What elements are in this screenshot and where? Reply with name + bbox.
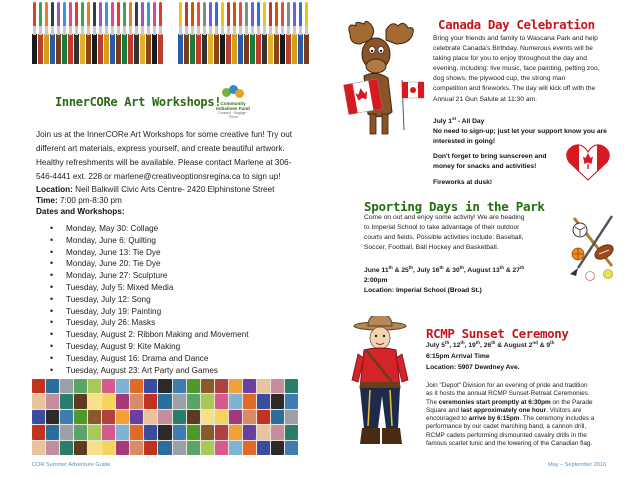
paintbrush-icon (140, 2, 145, 64)
color-swatch (102, 379, 115, 393)
rcmp-description (426, 382, 631, 448)
color-swatch (215, 425, 228, 439)
paintbrush-icon (220, 2, 225, 64)
color-swatch (102, 425, 115, 439)
color-swatch (32, 379, 45, 393)
rcmp-line: The ceremonies start promptly at 6:30pm on the Parade (426, 398, 593, 406)
logo-name: Community Initiatives Fund (216, 101, 250, 111)
paintbrush-icon (98, 2, 103, 64)
color-swatch (102, 410, 115, 424)
color-swatch (46, 425, 59, 439)
color-swatch (130, 379, 143, 393)
logo-tagline: Connect · Engage · Thrive (218, 111, 248, 119)
color-swatch (257, 425, 270, 439)
paintbrush-icon (244, 2, 249, 64)
workshop-item: • Tuesday, July 19: Painting (36, 306, 302, 318)
color-swatch (116, 410, 129, 424)
color-swatch (144, 441, 157, 455)
date-part: , 19 (464, 342, 476, 350)
sporting-days-description (364, 213, 564, 253)
color-swatch (102, 441, 115, 455)
color-swatch (201, 394, 214, 408)
color-swatch (215, 394, 228, 408)
paintbrush-icon (122, 2, 127, 64)
workshop-item: • Tuesday, July 5: Mixed Media (36, 282, 302, 294)
date-part: July 5 (426, 342, 445, 350)
sports-equipment-illustration (568, 212, 618, 284)
workshop-item: • Monday, June 13: Tie Dye (36, 247, 302, 259)
canada-day-date: July 1st - All Day (433, 116, 485, 126)
color-swatch (201, 379, 214, 393)
paintbrush-icon (68, 2, 73, 64)
color-swatch (88, 410, 101, 424)
color-swatch (32, 394, 45, 408)
color-swatch (271, 441, 284, 455)
color-swatch (271, 410, 284, 424)
color-swatch (74, 425, 87, 439)
color-swatch (187, 425, 200, 439)
sporting-line: courts and fields. Possible activities include: Baseball, (364, 234, 524, 242)
location-line: Location: Neil Balkwill Civic Arts Centre- 2420 Elphinstone Street (36, 185, 275, 194)
footer-left: COR Summer Adventure Guide (32, 462, 111, 468)
color-swatch (271, 379, 284, 393)
sporting-time: 2:00pm (364, 277, 388, 285)
workshop-list (36, 223, 302, 376)
paintbrush-icon (184, 2, 189, 64)
color-swatch (60, 425, 73, 439)
color-swatch (60, 379, 73, 393)
paintbrush-icon (280, 2, 285, 64)
color-swatch (215, 379, 228, 393)
community-initiatives-fund-logo (214, 85, 252, 125)
workshops-intro (36, 128, 302, 184)
color-swatch (130, 394, 143, 408)
intro-line: 546-4441 ext. 228 or marlene@creativeoptionsregina.ca to sign up! (36, 172, 281, 181)
rcmp-officer-illustration (342, 316, 420, 448)
color-swatch (130, 410, 143, 424)
paintbrush-icon (116, 2, 121, 64)
paintbrush-icon (38, 2, 43, 64)
sporting-days-details (364, 263, 564, 297)
color-swatch (201, 410, 214, 424)
date-part: , 12 (449, 342, 461, 350)
color-swatch (130, 425, 143, 439)
paintbrush-icon (128, 2, 133, 64)
date-suffix: th (439, 265, 444, 270)
color-swatch (74, 410, 87, 424)
paintbrush-icon (238, 2, 243, 64)
intro-line: different art materials, express yourself, and create beautiful artwork. (36, 144, 285, 153)
color-swatch (144, 394, 157, 408)
paintbrush-icon (178, 2, 183, 64)
paintbrush-icon (298, 2, 303, 64)
color-swatch (74, 394, 87, 408)
color-swatch (102, 394, 115, 408)
color-swatch (60, 441, 73, 455)
color-swatch (229, 394, 242, 408)
color-swatch (201, 441, 214, 455)
date-part: , August 13 (463, 267, 500, 275)
date-suffix: th (475, 340, 481, 345)
color-swatch (243, 441, 256, 455)
date-part: & 9 (537, 342, 551, 350)
color-swatch (243, 410, 256, 424)
color-swatch (32, 441, 45, 455)
moose-flag-illustration (342, 20, 428, 138)
color-swatch (173, 379, 186, 393)
color-swatch (173, 425, 186, 439)
sporting-dates (364, 263, 564, 276)
paintbrush-icon (62, 2, 67, 64)
logo-mark-icon (222, 85, 244, 101)
canada-day-title: Canada Day Celebration (438, 17, 595, 32)
date-part: & 30 (443, 267, 460, 275)
rcmp-line: as it hosts the annual RCMP Sunset-Retreat Ceremonies. (426, 390, 590, 398)
date-suffix: th (408, 265, 414, 270)
sporting-line: Come on out and enjoy some activity! We are heading (364, 214, 525, 221)
color-swatch (215, 441, 228, 455)
color-swatch (187, 394, 200, 408)
color-swatch (271, 425, 284, 439)
workshop-item: • Tuesday, August 23: Art Party and Games (36, 365, 302, 377)
workshop-item: • Tuesday, July 12: Song (36, 294, 302, 306)
paintbrush-icon (74, 2, 79, 64)
color-swatches-image (32, 379, 298, 455)
date-suffix: th (388, 265, 393, 270)
sporting-line: to Imperial School to take advantage of their outdoor (364, 224, 520, 232)
paintbrush-icon (152, 2, 157, 64)
color-swatch (116, 425, 129, 439)
workshop-item: • Tuesday, August 16: Drama and Dance (36, 353, 302, 365)
paintbrush-icon (80, 2, 85, 64)
canada-day-description (433, 34, 633, 105)
color-swatch (158, 425, 171, 439)
paintbrush-icon (190, 2, 195, 64)
color-swatch (60, 410, 73, 424)
rcmp-line: RCMP cadets performing dismounted cavalry drills in the (426, 431, 587, 439)
paintbrush-icon (158, 2, 163, 64)
canada-day-line: taking place for you to enjoy throughout the day and (433, 55, 587, 63)
paintbrush-icon (274, 2, 279, 64)
canada-day-line: Annual 21 Gun Salute at 11:30 am. (433, 95, 537, 103)
workshops-title: InnerCORe Art Workshops! (55, 95, 222, 109)
color-swatch (229, 425, 242, 439)
color-swatch (257, 394, 270, 408)
paintbrush-icon (304, 2, 309, 64)
color-swatch (285, 425, 298, 439)
rcmp-arrival: 6:15pm Arrival Time (426, 353, 490, 361)
time-line: Time: 7:00 pm-8:30 pm (36, 195, 122, 205)
paintbrush-icon (292, 2, 297, 64)
workshop-item: • Tuesday, August 2: Ribbon Making and Movement (36, 329, 302, 341)
color-swatch (215, 410, 228, 424)
rcmp-line: Square and last approximately one hour. Visitors are (426, 406, 582, 414)
color-swatch (60, 394, 73, 408)
color-swatch (158, 394, 171, 408)
date-part: & 25 (392, 267, 409, 275)
color-swatch (88, 379, 101, 393)
workshop-item: • Monday, June 27: Sculpture (36, 270, 302, 282)
rcmp-details (426, 338, 631, 374)
rcmp-line: famous scarlet tunic and the lowering of the Canadian flag. (426, 440, 593, 448)
paintbrushes-image-right (178, 2, 310, 64)
rcmp-line: Join "Depot" Division for an evening of pride and tradition (426, 382, 588, 389)
intro-line: Join us at the InnerCORe Art Workshops for some creative fun! Try out (36, 130, 293, 139)
date-part: June 11 (364, 267, 389, 275)
sporting-days-title: Sporting Days in the Park (364, 199, 545, 214)
workshop-item: • Monday, June 20: Tie Dye (36, 258, 302, 270)
color-swatch (130, 441, 143, 455)
date-part: , 26 (480, 342, 492, 350)
dates-heading: Dates and Workshops: (36, 206, 125, 216)
color-swatch (229, 379, 242, 393)
color-swatch (257, 379, 270, 393)
paintbrush-icon (232, 2, 237, 64)
date-suffix: th (444, 340, 450, 345)
canada-day-line: competition and fireworks. The day will kick off with the (433, 85, 596, 93)
color-swatch (88, 441, 101, 455)
paintbrush-icon (286, 2, 291, 64)
paintbrush-icon (146, 2, 151, 64)
paintbrush-icon (134, 2, 139, 64)
paintbrush-icon (202, 2, 207, 64)
rcmp-line: performance by our cadet marching band, a cannon drill, (426, 423, 587, 431)
color-swatch (173, 441, 186, 455)
color-swatch (257, 410, 270, 424)
color-swatch (88, 425, 101, 439)
color-swatch (285, 441, 298, 455)
date-suffix: th (491, 340, 496, 345)
workshops-details (36, 185, 302, 217)
workshop-item: • Tuesday, August 9: Kite Making (36, 341, 302, 353)
paintbrush-icon (50, 2, 55, 64)
fireworks-note: Fireworks at dusk! (433, 178, 493, 186)
date-suffix: th (550, 340, 555, 345)
sporting-location: Location: Imperial School (Broad St.) (364, 287, 482, 295)
color-swatch (32, 425, 45, 439)
date-suffix: th (499, 265, 504, 270)
paintbrush-icon (32, 2, 37, 64)
color-swatch (285, 410, 298, 424)
paintbrush-icon (104, 2, 109, 64)
color-swatch (187, 410, 200, 424)
color-swatch (46, 441, 59, 455)
rcmp-title: RCMP Sunset Ceremony (426, 326, 569, 341)
footer-right: May – September 2016 (548, 462, 607, 468)
color-swatch (229, 410, 242, 424)
color-swatch (285, 394, 298, 408)
date-suffix: th (460, 340, 465, 345)
paintbrush-icon (56, 2, 61, 64)
paintbrush-icon (262, 2, 267, 64)
paintbrush-icon (250, 2, 255, 64)
paintbrush-icon (92, 2, 97, 64)
date-part: & August 2 (495, 342, 533, 350)
color-swatch (187, 441, 200, 455)
canada-day-line: evening, including: live music, face painting, petting zoo, (433, 65, 600, 73)
workshop-item: • Tuesday, July 26: Masks (36, 317, 302, 329)
color-swatch (116, 379, 129, 393)
paintbrush-icon (110, 2, 115, 64)
color-swatch (173, 394, 186, 408)
color-swatch (158, 410, 171, 424)
paintbrush-icon (86, 2, 91, 64)
canada-day-line: dog shows, the plywood cup, the strong man (433, 75, 566, 83)
signup-note: No need to sign-up; just let your support know you are (433, 128, 607, 136)
sporting-line: Soccer, Football, Ball Hockey and Basketball. (364, 244, 499, 252)
color-swatch (271, 394, 284, 408)
color-swatch (158, 441, 171, 455)
rcmp-dates (426, 338, 631, 352)
color-swatch (46, 410, 59, 424)
rcmp-line: encouraged to arrive by 6:15pm. The ceremony includes a (426, 415, 595, 423)
color-swatch (243, 425, 256, 439)
color-swatch (187, 379, 200, 393)
color-swatch (243, 379, 256, 393)
paintbrush-icon (208, 2, 213, 64)
color-swatch (74, 379, 87, 393)
color-swatch (116, 394, 129, 408)
color-swatch (158, 379, 171, 393)
bring-note: Don't forget to bring sunscreen and (433, 152, 547, 160)
workshop-item: • Monday, May 30: Collage (36, 223, 302, 235)
color-swatch (32, 410, 45, 424)
workshop-item: • Monday, June 6: Quilting (36, 235, 302, 247)
paintbrush-icon (44, 2, 49, 64)
rcmp-location: Location: 5907 Dewdney Ave. (426, 363, 520, 371)
color-swatch (173, 410, 186, 424)
date-suffix: th (519, 265, 525, 270)
paintbrush-icon (268, 2, 273, 64)
color-swatch (229, 441, 242, 455)
canada-day-line: celebrate Canada's Birthday. Numerous events will be (433, 45, 593, 53)
color-swatch (116, 441, 129, 455)
color-swatch (201, 425, 214, 439)
heart-flag-icon (565, 142, 611, 182)
paintbrush-icon (196, 2, 201, 64)
color-swatch (285, 379, 298, 393)
canada-day-line: Bring your friends and family to Wascana Park and help (433, 35, 598, 42)
bring-note: money for snacks and activities! (433, 162, 537, 170)
color-swatch (257, 441, 270, 455)
color-swatch (74, 441, 87, 455)
color-swatch (144, 410, 157, 424)
date-suffix: nd (532, 340, 538, 345)
date-part: & 27 (503, 267, 520, 275)
color-swatch (46, 379, 59, 393)
date-suffix: th (459, 265, 464, 270)
signup-note: interested in going! (433, 138, 496, 146)
color-swatch (88, 394, 101, 408)
paintbrush-icon (226, 2, 231, 64)
intro-line: Healthy refreshments will be available. Please contact Marlene at 306- (36, 158, 292, 167)
date-part: , July 16 (413, 267, 440, 275)
color-swatch (144, 425, 157, 439)
color-swatch (46, 394, 59, 408)
color-swatch (144, 379, 157, 393)
paintbrush-icon (214, 2, 219, 64)
paintbrush-icon (256, 2, 261, 64)
paintbrushes-image-left (32, 2, 164, 64)
color-swatch (243, 394, 256, 408)
